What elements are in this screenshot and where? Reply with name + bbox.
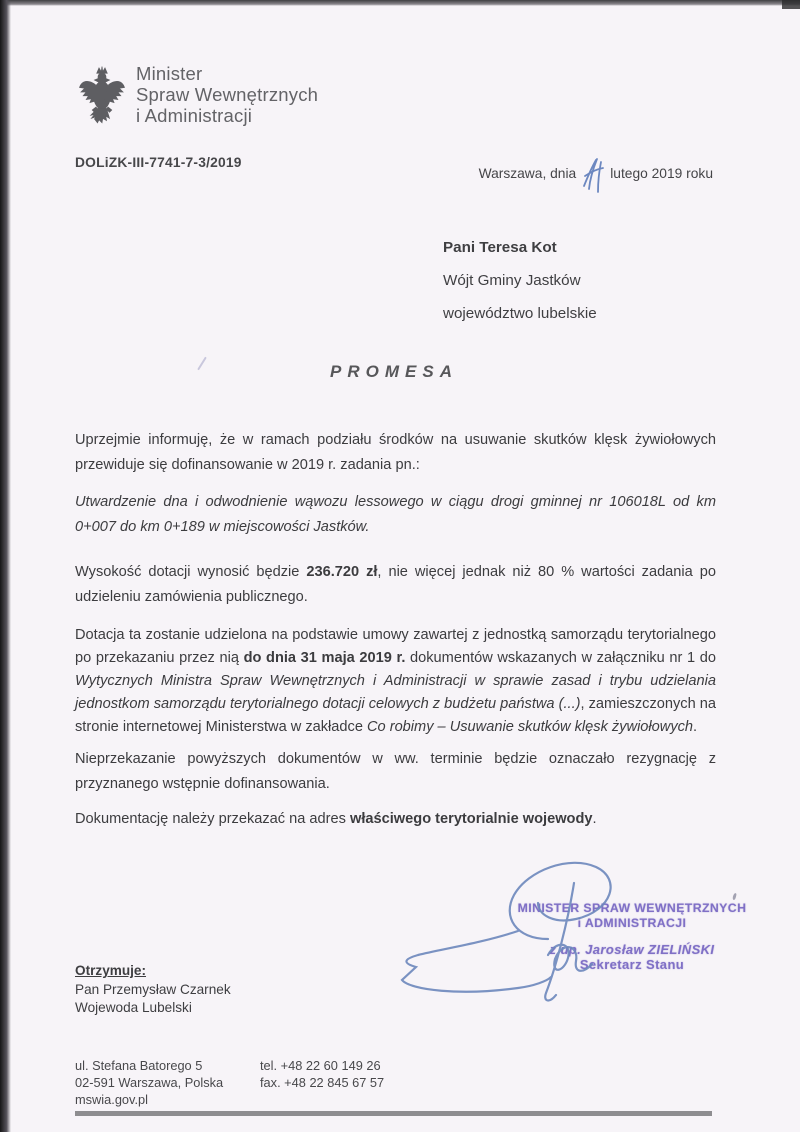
paragraph-warning: Nieprzekazanie powyższych dokumentów w ww. terminie będzie oznaczało rezygnację z przyznanego wstępnie dofinansowania. xyxy=(75,751,716,792)
ministry-line: Spraw Wewnętrznych xyxy=(136,84,319,105)
text-run: , nie więcej jednak niż 80 % wartości zadania po udzieleniu zamówienia publicznego. xyxy=(75,564,716,605)
stamp-signer-name: z up. Jarosław ZIELIŃSKI xyxy=(549,942,715,957)
ministry-line: i Administracji xyxy=(136,105,253,126)
handwritten-day-14 xyxy=(578,157,608,193)
text-run: Dokumentację należy przekazać na adres xyxy=(75,811,350,827)
ministry-line: Minister xyxy=(136,63,203,84)
paragraph-grant-amount xyxy=(75,560,716,610)
recipients-heading: Otrzymuje: xyxy=(75,963,147,978)
recipients-block xyxy=(75,962,231,1018)
guidelines-title: Wytycznych Ministra Spraw Wewnętrznych i Administracji w sprawie zasad i trybu udzielania jednostkom samorządu terytorialnego dotacji celowych z budżetu państwa (...) xyxy=(75,673,716,712)
text-run: Dotacja ta zostanie udzielona na podstawie umowy zawartej z jednostką samorządu terytorialnego po przekazaniu przez nią xyxy=(75,627,716,666)
dateline xyxy=(479,155,713,191)
document-title: PROMESA xyxy=(330,362,458,381)
stamp-line: i ADMINISTRACJI xyxy=(577,916,687,930)
letter-body xyxy=(75,420,716,832)
stamp-signer-title: Sekretarz Stanu xyxy=(579,957,685,972)
addressee-block xyxy=(443,231,597,330)
paragraph-submission xyxy=(75,807,716,832)
recipient-name: Pan Przemysław Czarnek xyxy=(75,981,231,997)
voivode-emphasis: właściwego terytorialnie wojewody xyxy=(350,811,593,827)
footer-fax: fax. +48 22 845 67 57 xyxy=(260,1075,385,1090)
addressee-voivodeship: województwo lubelskie xyxy=(443,305,597,322)
paragraph-intro: Uprzejmie informuję, że w ramach podziału środków na usuwanie skutków klęsk żywiołowych przewiduje się dofinansowanie w 2019 r. zadania pn.: xyxy=(75,432,716,473)
text-run: , zamieszczonych na stronie internetowej Ministerstwa w zakładce xyxy=(75,696,716,735)
footer-address-line: ul. Stefana Batorego 5 xyxy=(75,1058,203,1073)
date-prefix: Warszawa, dnia xyxy=(478,165,577,181)
footer-contact xyxy=(75,1057,713,1108)
text-run: . xyxy=(592,811,597,827)
reference-date-row xyxy=(75,155,713,191)
addressee-title: Wójt Gminy Jastków xyxy=(443,272,581,289)
stamp-line: MINISTER SPRAW WEWNĘTRZNYCH xyxy=(517,901,747,915)
deadline-date: do dnia 31 maja 2019 r. xyxy=(243,650,406,666)
footer-address-line: 02-591 Warszawa, Polska xyxy=(75,1075,224,1090)
text-run: . xyxy=(693,719,698,735)
recipient-title: Wojewoda Lubelski xyxy=(75,1000,192,1015)
scan-edge-corner xyxy=(782,0,800,9)
date-suffix: lutego 2019 roku xyxy=(610,165,713,181)
footer-tel: tel. +48 22 60 149 26 xyxy=(260,1058,381,1073)
text-run: dokumentów wskazanych w załączniku nr 1 do xyxy=(405,650,716,666)
website-section-name: Co robimy – Usuwanie skutków klęsk żywiołowych xyxy=(367,719,694,735)
scan-edge-top xyxy=(0,0,800,6)
addressee-name: Pani Teresa Kot xyxy=(443,239,557,256)
footer-divider-bar xyxy=(75,1111,712,1116)
ministry-name xyxy=(136,63,318,126)
handwritten-signature xyxy=(398,843,758,1015)
paragraph-task-name: Utwardzenie dna i odwodnienie wąwozu lessowego w ciągu drogi gminnej nr 106018L od km 0+007 do km 0+189 w miejscowości Jastków. xyxy=(75,494,716,535)
reference-number: DOLiZK-III-7741-7-3/2019 xyxy=(75,155,242,170)
paragraph-conditions xyxy=(75,624,716,739)
polish-eagle-emblem-icon xyxy=(78,64,126,126)
text-run: Wysokość dotacji wynosić będzie xyxy=(75,564,307,580)
footer-website: mswia.gov.pl xyxy=(75,1092,149,1107)
grant-amount-value: 236.720 zł xyxy=(306,564,378,580)
scan-edge-left xyxy=(0,0,11,1132)
